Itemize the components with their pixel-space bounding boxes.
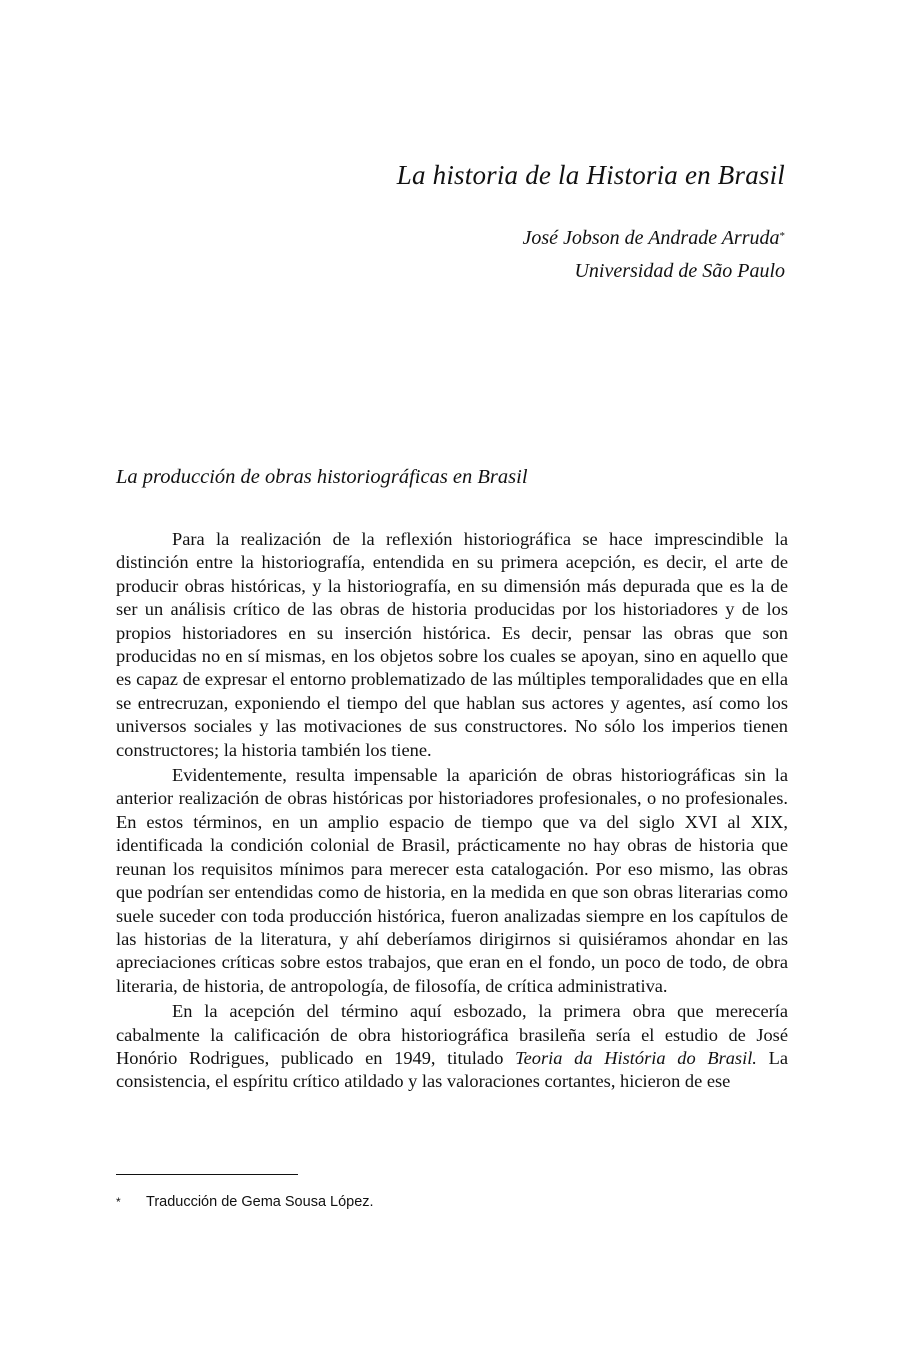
footnote [116,1194,374,1210]
footnote-divider [116,1174,298,1175]
author-name: José Jobson de Andrade Arruda [522,227,780,249]
footnote-reference[interactable]: * [779,230,785,242]
section-heading: La producción de obras historiográficas en Brasil [116,466,528,488]
paragraph: Para la realización de la reflexión historiográfica se hace imprescindible la distinción entre la historiografía, entendida en su primera acepción, es decir, el arte de producir obras históricas, y la historiografía, en su dimensión más depurada que es la de ser un análisis crítico de las obras de historia producidas por los historiadores y de los propios historiadores en su inserción histórica. Es decir, pensar las obras que son producidas no en sí mismas, en los objetos sobre los cuales se apoyan, sino en aquello que es capaz de expresar el entorno problematizado de las múltiples temporalidades que en ella se entrecruzan, exponiendo el tiempo del que hablan sus actores y agentes, así como los universos sociales y las motivaciones de sus constructores. No sólo los imperios tienen constructores; la historia también los tiene. [116,529,788,760]
author-affiliation: Universidad de São Paulo [574,260,785,282]
paragraph-text: La consistencia, el espíritu crítico atildado y las valoraciones cortantes, hicieron de ese [116,1047,788,1092]
author-name-line [522,222,785,255]
paragraph: Evidentemente, resulta impensable la aparición de obras historiográficas sin la anterior realización de obras históricas por historiadores profesionales, o no profesionales. En estos términos, en un amplio espacio de tiempo que va del siglo XVI al XIX, identificada la condición colonial de Brasil, prácticamente no hay obras de historia que reunan los requisitos mínimos para merecer esta catalogación. Por eso mismo, las obras que podrían ser entendidas como de historia, en la medida en que son obras literarias como suele suceder con toda producción histórica, fueron analizadas siempre en los capítulos de las historias de la literatura, y ahí deberíamos dirigirnos si quisiéramos ahondar en las apreciaciones críticas sobre estos trabajos, que eran en el fondo, un poco de todo, de obra literaria, de historia, de antropología, de filosofía, de crítica administrativa. [116,765,788,996]
book-title: Teoria da História do Brasil. [515,1047,757,1068]
footnote-text: Traducción de Gema Sousa López. [146,1194,374,1210]
footnote-mark: * [116,1195,121,1209]
author-block [522,222,785,288]
paragraph [116,1000,788,1094]
paragraph-text: En la acepción del término aquí esbozado, la primera obra que merecería cabalmente la calificación de obra historiográfica brasileña sería el estudio de José Honório Rodrigues, publicado en 1949, titulado [116,1001,788,1068]
body-text [116,528,788,1096]
article-title: La historia de la Historia en Brasil [396,160,785,190]
